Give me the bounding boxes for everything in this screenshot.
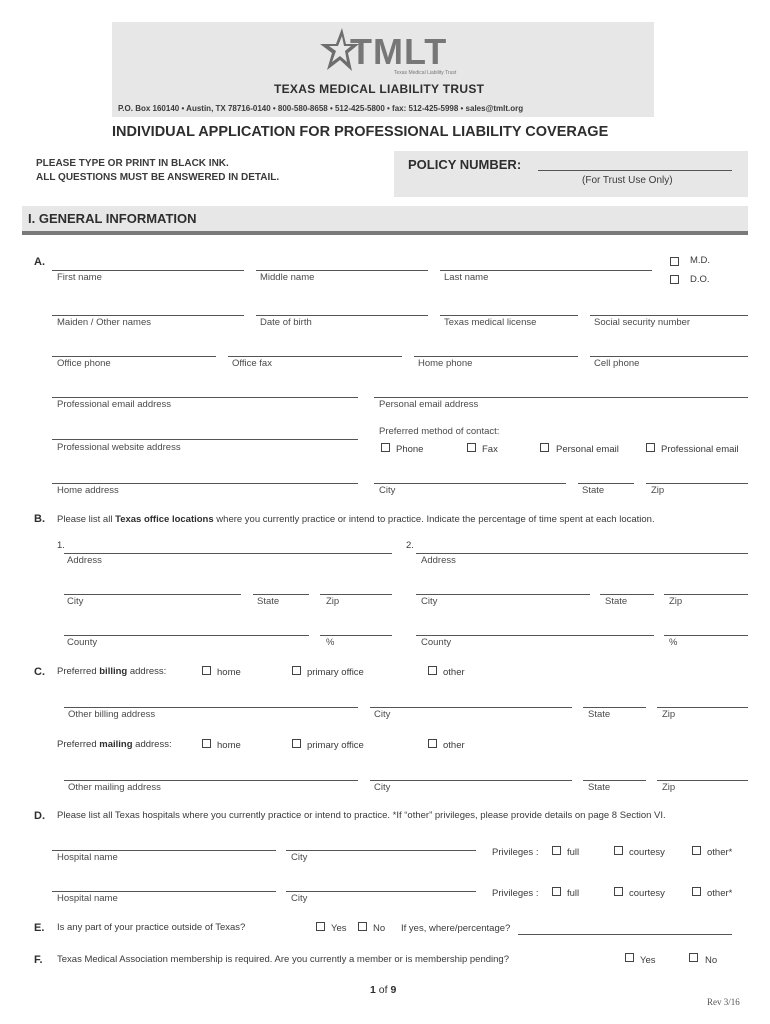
ssn-label: Social security number (594, 317, 691, 328)
billing-zip-field[interactable] (657, 707, 748, 708)
billing-primary-office-label: primary office (307, 667, 364, 678)
hospital-2-courtesy-label: courtesy (629, 888, 665, 899)
hospital-2-city-field[interactable] (286, 891, 476, 892)
home-zip-label: Zip (651, 485, 665, 496)
middle-name-field[interactable] (256, 270, 428, 271)
logo-subtitle: Texas Medical Liability Trust (394, 70, 457, 76)
tma-no-label: No (705, 955, 718, 966)
contact-fax-label: Fax (482, 444, 498, 455)
prof-email-label: Professional email address (57, 399, 172, 410)
other-billing-address-field[interactable] (64, 707, 358, 708)
hospital-1-full-label: full (567, 847, 580, 858)
mailing-primary-office-checkbox[interactable] (292, 739, 301, 748)
outside-texas-question: Is any part of your practice outside of Texas? (57, 922, 246, 933)
mailing-home-checkbox[interactable] (202, 739, 211, 748)
home-state-label: State (582, 485, 605, 496)
contact-prof-email-label: Professional email (661, 444, 739, 455)
page-title: INDIVIDUAL APPLICATION FOR PROFESSIONAL LIABILITY COVERAGE (112, 124, 609, 140)
home-city-label: City (379, 485, 396, 496)
part-d-letter: D. (34, 810, 45, 822)
outside-texas-yes-label: Yes (331, 923, 347, 934)
other-mailing-address-field[interactable] (64, 780, 358, 781)
section-divider (22, 231, 748, 235)
tma-yes-checkbox[interactable] (625, 953, 634, 962)
mailing-state-field[interactable] (583, 780, 646, 781)
logo-text: TMLT (350, 31, 448, 72)
location-1-address-label: Address (67, 555, 102, 566)
location-1-city-field[interactable] (64, 594, 241, 595)
contact-personal-email-checkbox[interactable] (540, 443, 549, 452)
outside-texas-no-label: No (373, 923, 386, 934)
md-label: M.D. (690, 255, 711, 266)
hospital-1-privileges-label: Privileges : (492, 847, 539, 858)
ssn-field[interactable] (590, 315, 748, 316)
page-number: 1 of 9 (370, 984, 397, 996)
mailing-city-label: City (374, 782, 391, 793)
hospital-2-full-checkbox[interactable] (552, 887, 561, 896)
home-city-field[interactable] (374, 483, 566, 484)
location-1-county-label: County (67, 637, 98, 648)
location-2-address-field[interactable] (416, 553, 748, 554)
billing-address-prompt: Preferred billing address: (57, 666, 167, 677)
instruction-line-2: ALL QUESTIONS MUST BE ANSWERED IN DETAIL. (36, 172, 280, 183)
location-2-county-field[interactable] (416, 635, 654, 636)
personal-email-field[interactable] (374, 397, 748, 398)
part-c-letter: C. (34, 666, 45, 678)
hospital-2-other-label: other* (707, 888, 733, 899)
personal-email-label: Personal email address (379, 399, 479, 410)
billing-home-checkbox[interactable] (202, 666, 211, 675)
location-2-percent-field[interactable] (664, 635, 748, 636)
part-b-letter: B. (34, 513, 45, 525)
tma-yes-label: Yes (640, 955, 656, 966)
hospital-1-other-label: other* (707, 847, 733, 858)
section-title: I. GENERAL INFORMATION (28, 211, 197, 226)
home-zip-field[interactable] (646, 483, 748, 484)
location-1-state-label: State (257, 596, 280, 607)
billing-state-label: State (588, 709, 611, 720)
revision-label: Rev 3/16 (707, 997, 740, 1007)
do-label: D.O. (690, 274, 710, 285)
location-2-city-field[interactable] (416, 594, 590, 595)
location-2-county-label: County (421, 637, 452, 648)
hospital-1-courtesy-checkbox[interactable] (614, 846, 623, 855)
tma-no-checkbox[interactable] (689, 953, 698, 962)
billing-city-field[interactable] (370, 707, 572, 708)
prof-email-field[interactable] (52, 397, 358, 398)
billing-other-label: other (443, 667, 465, 678)
mailing-address-prompt: Preferred mailing address: (57, 739, 172, 750)
other-mailing-address-label: Other mailing address (68, 782, 161, 793)
hospital-1-full-checkbox[interactable] (552, 846, 561, 855)
billing-home-label: home (217, 667, 241, 678)
home-state-field[interactable] (578, 483, 634, 484)
part-f-letter: F. (34, 954, 43, 966)
location-2-state-label: State (605, 596, 628, 607)
contact-phone-label: Phone (396, 444, 424, 455)
mailing-primary-office-label: primary office (307, 740, 364, 751)
billing-city-label: City (374, 709, 391, 720)
dob-field[interactable] (256, 315, 428, 316)
location-1-zip-label: Zip (326, 596, 340, 607)
license-field[interactable] (440, 315, 578, 316)
location-1-state-field[interactable] (253, 594, 309, 595)
other-billing-address-label: Other billing address (68, 709, 156, 720)
hospital-2-other-checkbox[interactable] (692, 887, 701, 896)
first-name-field[interactable] (52, 270, 244, 271)
instruction-line-1: PLEASE TYPE OR PRINT IN BLACK INK. (36, 158, 229, 169)
location-2-zip-field[interactable] (664, 594, 748, 595)
location-1-county-field[interactable] (64, 635, 309, 636)
tma-membership-question: Texas Medical Association membership is required. Are you currently a member or is membership pending? (57, 954, 509, 965)
contact-prof-email-checkbox[interactable] (646, 443, 655, 452)
home-phone-field[interactable] (414, 356, 578, 357)
contact-fax-checkbox[interactable] (467, 443, 476, 452)
location-1-city-label: City (67, 596, 84, 607)
location-2-city-label: City (421, 596, 438, 607)
mailing-zip-field[interactable] (657, 780, 748, 781)
dob-label: Date of birth (260, 317, 312, 328)
last-name-label: Last name (444, 272, 489, 283)
billing-other-checkbox[interactable] (428, 666, 437, 675)
mailing-city-field[interactable] (370, 780, 572, 781)
hospital-2-name-label: Hospital name (57, 893, 118, 904)
do-checkbox[interactable] (670, 275, 679, 284)
hospital-1-other-checkbox[interactable] (692, 846, 701, 855)
home-address-field[interactable] (52, 483, 358, 484)
location-2-state-field[interactable] (600, 594, 654, 595)
hospital-1-city-label: City (291, 852, 308, 863)
office-fax-field[interactable] (228, 356, 402, 357)
policy-number-label: POLICY NUMBER: (408, 157, 522, 172)
location-1-address-field[interactable] (64, 553, 392, 554)
org-address: P.O. Box 160140 • Austin, TX 78716-0140 • 800-580-8658 • 512-425-5800 • fax: 512-425-5998 • sales@tmlt.org (118, 104, 524, 113)
last-name-field[interactable] (440, 270, 652, 271)
part-b-instructions: Please list all Texas office locations where you currently practice or intend to practice. Indicate the percentage of time spent at each location. (57, 514, 655, 525)
office-phone-field[interactable] (52, 356, 216, 357)
org-name: TEXAS MEDICAL LIABILITY TRUST (274, 82, 485, 96)
cell-phone-label: Cell phone (594, 358, 640, 369)
location-1-zip-field[interactable] (320, 594, 392, 595)
hospital-2-city-label: City (291, 893, 308, 904)
hospital-1-name-field[interactable] (52, 850, 276, 851)
license-label: Texas medical license (444, 317, 537, 328)
website-field[interactable] (52, 439, 358, 440)
outside-texas-followup: If yes, where/percentage? (401, 923, 511, 934)
hospital-1-city-field[interactable] (286, 850, 476, 851)
office-phone-label: Office phone (57, 358, 111, 369)
location-2-number: 2. (406, 540, 414, 551)
middle-name-label: Middle name (260, 272, 315, 283)
mailing-other-checkbox[interactable] (428, 739, 437, 748)
part-e-letter: E. (34, 922, 45, 934)
location-1-percent-label: % (326, 637, 335, 648)
mailing-zip-label: Zip (662, 782, 676, 793)
policy-number-note: (For Trust Use Only) (582, 175, 673, 186)
policy-number-field[interactable] (538, 170, 732, 171)
part-a-letter: A. (34, 256, 45, 268)
mailing-other-label: other (443, 740, 465, 751)
hospital-2-name-field[interactable] (52, 891, 276, 892)
billing-state-field[interactable] (583, 707, 646, 708)
cell-phone-field[interactable] (590, 356, 748, 357)
outside-texas-yes-checkbox[interactable] (316, 922, 325, 931)
mailing-state-label: State (588, 782, 611, 793)
location-2-address-label: Address (421, 555, 456, 566)
hospital-1-name-label: Hospital name (57, 852, 118, 863)
outside-texas-no-checkbox[interactable] (358, 922, 367, 931)
contact-personal-email-label: Personal email (556, 444, 619, 455)
md-checkbox[interactable] (670, 257, 679, 266)
location-2-percent-label: % (669, 637, 678, 648)
office-fax-label: Office fax (232, 358, 272, 369)
first-name-label: First name (57, 272, 102, 283)
maiden-name-label: Maiden / Other names (57, 317, 151, 328)
contact-phone-checkbox[interactable] (381, 443, 390, 452)
hospital-1-courtesy-label: courtesy (629, 847, 665, 858)
billing-zip-label: Zip (662, 709, 676, 720)
maiden-name-field[interactable] (52, 315, 244, 316)
home-phone-label: Home phone (418, 358, 473, 369)
part-d-instructions: Please list all Texas hospitals where you currently practice or intend to practice. *If “other” privileges, please provide details on page 8 Section VI. (57, 810, 666, 821)
hospital-2-privileges-label: Privileges : (492, 888, 539, 899)
billing-primary-office-checkbox[interactable] (292, 666, 301, 675)
outside-texas-details-field[interactable] (518, 934, 732, 935)
location-1-number: 1. (57, 540, 65, 551)
home-address-label: Home address (57, 485, 119, 496)
location-1-percent-field[interactable] (320, 635, 392, 636)
mailing-home-label: home (217, 740, 241, 751)
website-label: Professional website address (57, 442, 181, 453)
location-2-zip-label: Zip (669, 596, 683, 607)
preferred-contact-label: Preferred method of contact: (379, 426, 500, 437)
hospital-2-courtesy-checkbox[interactable] (614, 887, 623, 896)
hospital-2-full-label: full (567, 888, 580, 899)
